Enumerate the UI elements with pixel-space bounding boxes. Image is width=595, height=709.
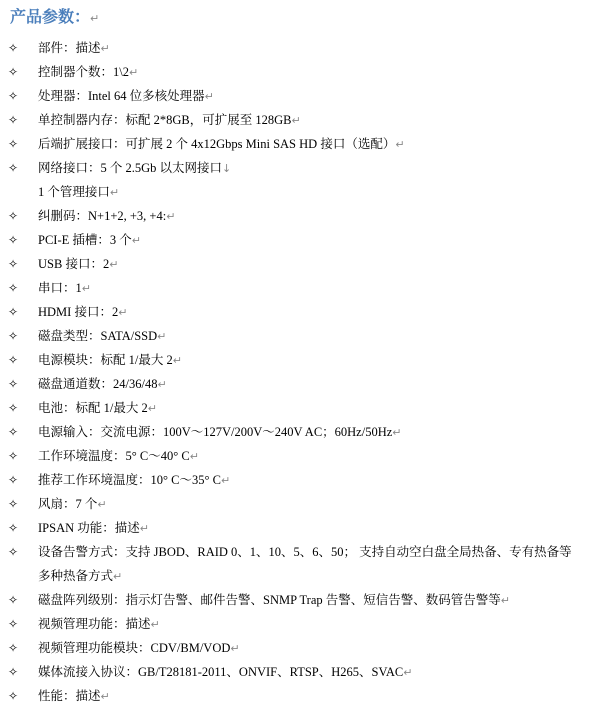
paragraph-mark: ↵ xyxy=(131,234,141,247)
spec-list xyxy=(0,36,595,708)
diamond-bullet-icon: ✧ xyxy=(8,89,19,103)
spec-item xyxy=(0,444,595,468)
spec-item-text-wrap xyxy=(38,324,577,349)
doc-title-text: 产品参数： xyxy=(10,7,91,26)
spec-item-text: 纠删码：N+1+2, +3, +4: xyxy=(38,209,167,223)
spec-item xyxy=(0,300,595,324)
paragraph-mark: ↵ xyxy=(403,666,413,679)
spec-item-text-wrap xyxy=(38,348,577,373)
spec-item-text-wrap xyxy=(38,420,577,445)
spec-item xyxy=(0,420,595,444)
spec-item xyxy=(0,540,595,588)
spec-item-text: 视频管理功能模块：CDV/BM/VOD xyxy=(38,641,231,655)
paragraph-mark: ↵ xyxy=(220,474,231,487)
doc-title xyxy=(10,4,99,27)
paragraph-mark: ↵ xyxy=(395,138,405,151)
spec-item-text-wrap xyxy=(38,612,577,637)
diamond-bullet-icon: ✧ xyxy=(8,161,19,175)
diamond-bullet-icon: ✧ xyxy=(8,281,19,295)
paragraph-mark: ↵ xyxy=(157,378,167,391)
spec-item xyxy=(0,588,595,612)
spec-item-text: 电源输入：交流电源：100V～127V/200V～240V AC；60Hz/50Hz xyxy=(38,425,393,439)
spec-item-text-wrap xyxy=(38,300,577,325)
spec-item-text: 视频管理功能：描述 xyxy=(38,617,151,631)
spec-item-text-wrap xyxy=(38,36,577,61)
diamond-bullet-icon: ✧ xyxy=(8,497,19,511)
spec-item xyxy=(0,660,595,684)
diamond-bullet-icon: ✧ xyxy=(8,401,19,415)
paragraph-mark: ↵ xyxy=(172,354,182,367)
paragraph-mark: ↵ xyxy=(291,114,301,127)
spec-item-text-wrap xyxy=(38,108,577,133)
spec-item-text-wrap xyxy=(38,156,577,181)
spec-item xyxy=(0,252,595,276)
diamond-bullet-icon: ✧ xyxy=(8,425,19,439)
paragraph-mark: ↵ xyxy=(204,90,214,103)
spec-item-text: 工作环境温度：5° C～40° C xyxy=(38,449,190,463)
spec-item-text: 风扇：7 个 xyxy=(38,497,98,511)
diamond-bullet-icon: ✧ xyxy=(8,545,19,559)
spec-item-text: IPSAN 功能：描述 xyxy=(38,521,140,535)
diamond-bullet-icon: ✧ xyxy=(8,473,19,487)
spec-item-text: 单控制器内存：标配 2*8GB，可扩展至 128GB xyxy=(38,113,292,127)
spec-item-text-wrap xyxy=(38,228,577,253)
paragraph-mark: ↵ xyxy=(100,690,110,703)
spec-item xyxy=(0,468,595,492)
paragraph-mark: ↵ xyxy=(109,258,119,271)
spec-item-text-wrap xyxy=(38,468,577,493)
paragraph-mark: ↵ xyxy=(189,450,199,463)
spec-item-text-wrap xyxy=(38,660,577,685)
paragraph-mark: ↵ xyxy=(500,594,510,607)
spec-item-text-wrap xyxy=(38,396,577,421)
spec-item xyxy=(0,156,595,180)
spec-item xyxy=(0,228,595,252)
spec-item-text: HDMI 接口：2 xyxy=(38,305,119,319)
paragraph-mark: ↵ xyxy=(157,330,167,343)
paragraph-mark: ↵ xyxy=(147,402,157,415)
diamond-bullet-icon: ✧ xyxy=(8,665,19,679)
spec-item-text-wrap xyxy=(38,372,577,397)
spec-item-text: USB 接口：2 xyxy=(38,257,110,271)
spec-item xyxy=(0,60,595,84)
diamond-bullet-icon: ✧ xyxy=(8,593,19,607)
spec-item xyxy=(0,396,595,420)
spec-item-text: 网络接口：5 个 2.5Gb 以太网接口 xyxy=(38,161,223,175)
spec-item-text-wrap xyxy=(38,540,577,589)
spec-item xyxy=(0,684,595,708)
spec-item-text: 部件：描述 xyxy=(38,41,101,55)
diamond-bullet-icon: ✧ xyxy=(8,137,19,151)
spec-item-text: 后端扩展接口：可扩展 2 个 4x12Gbps Mini SAS HD 接口（选配） xyxy=(38,137,396,151)
spec-item-text-wrap xyxy=(38,516,577,541)
spec-item-text-wrap xyxy=(38,684,577,709)
diamond-bullet-icon: ✧ xyxy=(8,257,19,271)
paragraph-mark: ↵ xyxy=(392,426,402,439)
spec-item xyxy=(0,180,595,204)
diamond-bullet-icon: ✧ xyxy=(8,113,19,127)
diamond-bullet-icon: ✧ xyxy=(8,353,19,367)
spec-item xyxy=(0,348,595,372)
paragraph-mark: ↵ xyxy=(90,12,100,25)
paragraph-mark: ↵ xyxy=(139,522,149,535)
spec-item-text-wrap xyxy=(38,444,577,469)
spec-item xyxy=(0,132,595,156)
spec-item-text: 磁盘阵列级别：指示灯告警、邮件告警、SNMP Trap 告警、短信告警、数码管告警等 xyxy=(38,593,501,607)
spec-item xyxy=(0,276,595,300)
spec-item xyxy=(0,108,595,132)
spec-item xyxy=(0,492,595,516)
spec-item-text: 1 个管理接口 xyxy=(38,185,110,199)
spec-item-text-wrap xyxy=(38,588,577,613)
paragraph-mark: ↵ xyxy=(97,498,107,511)
diamond-bullet-icon: ✧ xyxy=(8,233,19,247)
spec-item-text: 串口：1 xyxy=(38,281,82,295)
paragraph-mark: ↵ xyxy=(230,642,240,655)
spec-item xyxy=(0,372,595,396)
spec-item-text: 控制器个数：1\2 xyxy=(38,65,129,79)
diamond-bullet-icon: ✧ xyxy=(8,617,19,631)
spec-item-text-wrap xyxy=(38,636,577,661)
diamond-bullet-icon: ✧ xyxy=(8,377,19,391)
spec-item-text: 设备告警方式：支持 JBOD、RAID 0、1、10、5、6、50； 支持自动空白盘全局热备、专有热备等多种热备方式 xyxy=(38,545,572,583)
paragraph-mark: ↵ xyxy=(113,570,123,583)
spec-item-text-wrap xyxy=(38,492,577,517)
spec-item xyxy=(0,612,595,636)
diamond-bullet-icon: ✧ xyxy=(8,209,19,223)
spec-item-text: 推荐工作环境温度：10° C～35° C xyxy=(38,473,221,487)
paragraph-mark: ↵ xyxy=(166,210,176,223)
spec-item-text: 磁盘通道数：24/36/48 xyxy=(38,377,158,391)
spec-item-text-wrap xyxy=(38,180,577,205)
diamond-bullet-icon: ✧ xyxy=(8,41,19,55)
spec-item-text: 电池：标配 1/最大 2 xyxy=(38,401,148,415)
diamond-bullet-icon: ✧ xyxy=(8,449,19,463)
spec-item xyxy=(0,516,595,540)
spec-item xyxy=(0,36,595,60)
spec-item-text: 性能：描述 xyxy=(38,689,101,703)
paragraph-mark: ↵ xyxy=(109,186,120,199)
spec-item xyxy=(0,636,595,660)
spec-item xyxy=(0,84,595,108)
spec-item-text: 媒体流接入协议：GB/T28181-2011、ONVIF、RTSP、H265、SVAC xyxy=(38,665,404,679)
spec-item-text-wrap xyxy=(38,60,577,85)
diamond-bullet-icon: ✧ xyxy=(8,329,19,343)
diamond-bullet-icon: ✧ xyxy=(8,641,19,655)
spec-item-text-wrap xyxy=(38,276,577,301)
spec-item-text-wrap xyxy=(38,204,577,229)
spec-item-text: PCI-E 插槽：3 个 xyxy=(38,233,132,247)
spec-item-text: 电源模块：标配 1/最大 2 xyxy=(38,353,173,367)
paragraph-mark: ↓ xyxy=(222,162,232,175)
diamond-bullet-icon: ✧ xyxy=(8,689,19,703)
paragraph-mark: ↵ xyxy=(118,306,128,319)
spec-item-text-wrap xyxy=(38,84,577,109)
spec-item-text: 处理器：Intel 64 位多核处理器 xyxy=(38,89,205,103)
spec-item xyxy=(0,204,595,228)
paragraph-mark: ↵ xyxy=(100,42,110,55)
paragraph-mark: ↵ xyxy=(150,618,160,631)
diamond-bullet-icon: ✧ xyxy=(8,305,19,319)
paragraph-mark: ↵ xyxy=(81,282,91,295)
spec-item-text-wrap xyxy=(38,132,577,157)
diamond-bullet-icon: ✧ xyxy=(8,521,19,535)
spec-item xyxy=(0,324,595,348)
spec-item-text-wrap xyxy=(38,252,577,277)
diamond-bullet-icon: ✧ xyxy=(8,65,19,79)
paragraph-mark: ↵ xyxy=(128,66,139,79)
spec-item-text: 磁盘类型：SATA/SSD xyxy=(38,329,158,343)
